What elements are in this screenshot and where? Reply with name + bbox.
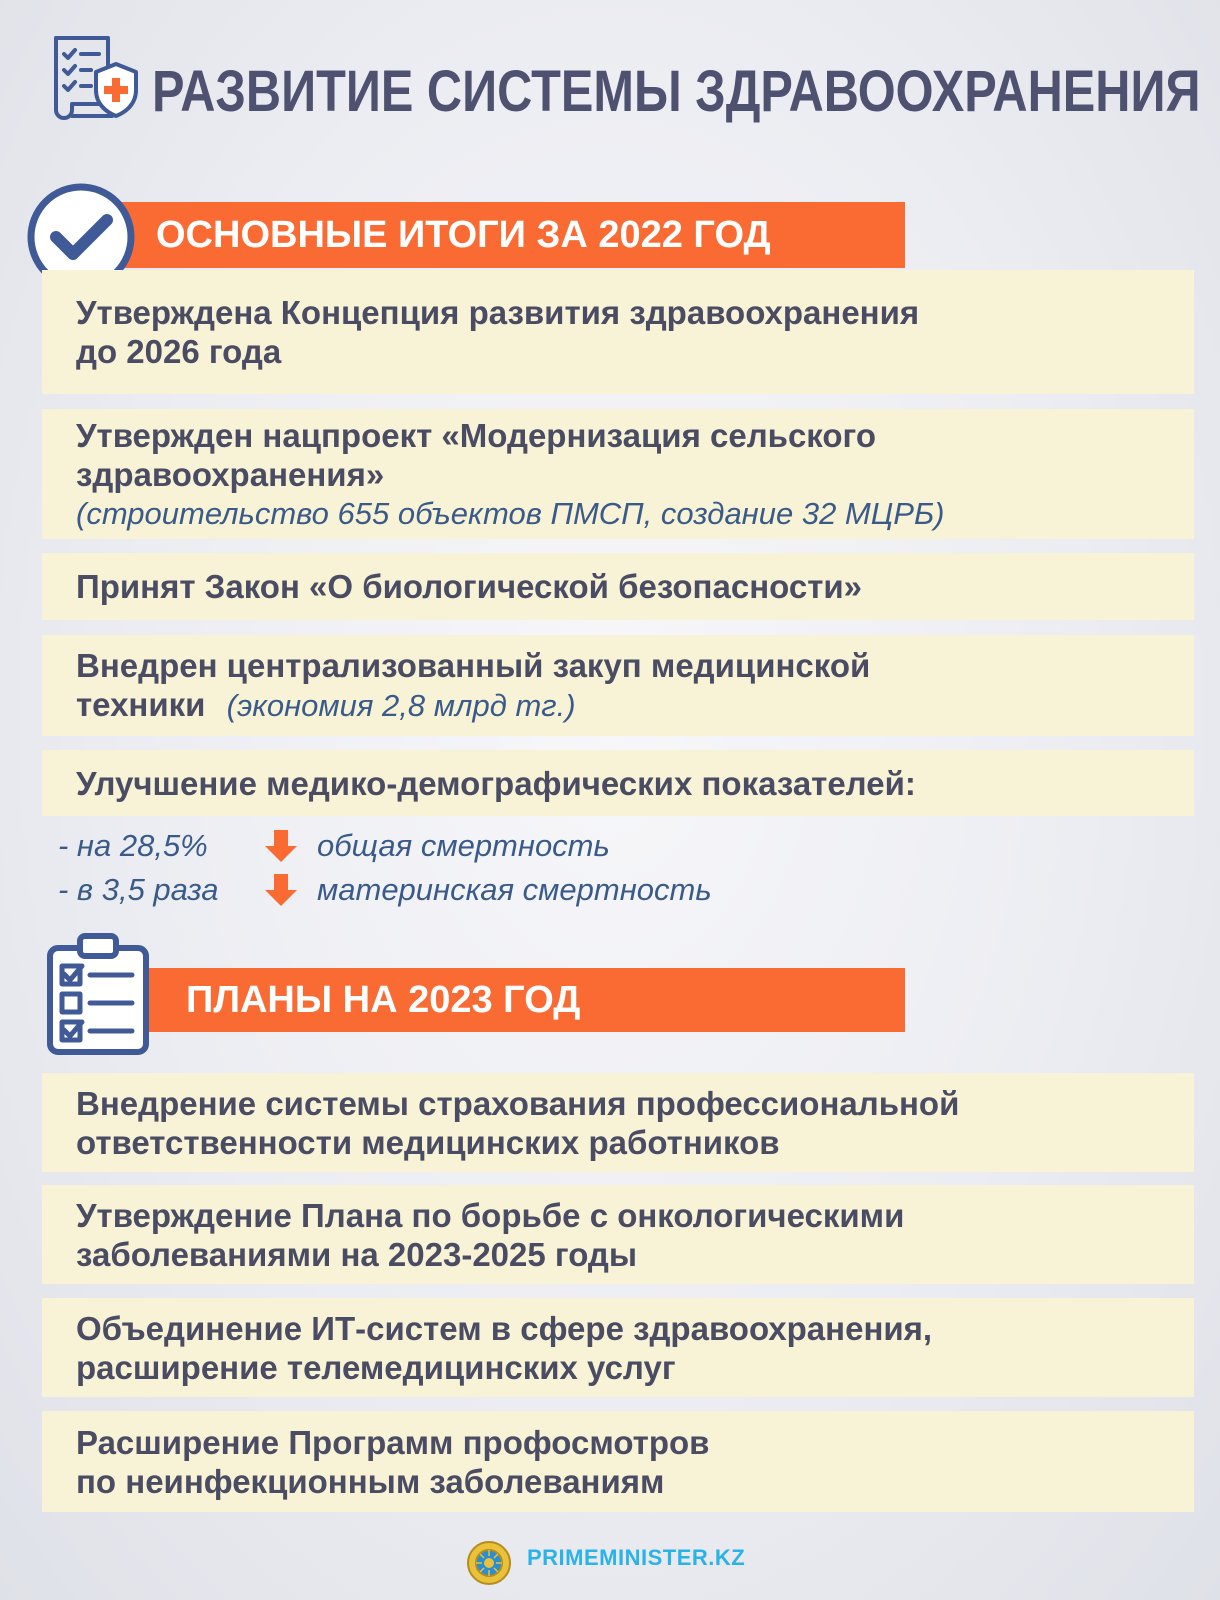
card-text: расширение телемедицинских услуг xyxy=(76,1348,676,1386)
plan-card xyxy=(42,1073,1194,1172)
card-text: ответственности медицинских работников xyxy=(76,1123,780,1161)
page-title: РАЗВИТИЕ СИСТЕМЫ ЗДРАВООХРАНЕНИЯ xyxy=(152,59,1201,124)
card-text: Принят Закон «О биологической безопасности» xyxy=(76,568,863,605)
indicator-label: материнская смертность xyxy=(317,872,712,907)
card-note: (строительство 655 объектов ПМСП, создание 32 МЦРБ) xyxy=(76,495,945,531)
card-text: Объединение ИТ-систем в сфере здравоохранения, xyxy=(76,1309,933,1347)
card-text: Внедрение системы страхования профессиональной xyxy=(76,1084,960,1122)
arrow-down-icon xyxy=(263,872,299,908)
card-note: (экономия 2,8 млрд тг.) xyxy=(226,688,576,723)
section-heading: ОСНОВНЫЕ ИТОГИ ЗА 2022 ГОД xyxy=(156,213,771,256)
result-card xyxy=(42,553,1194,620)
card-text: по неинфекционным заболеваниям xyxy=(76,1462,665,1500)
result-card xyxy=(42,270,1194,394)
plan-card xyxy=(42,1411,1194,1512)
indicator-value: - в 3,5 раза xyxy=(58,872,219,907)
section-banner-plans-2023 xyxy=(140,968,905,1032)
card-text: Улучшение медико-демографических показателей: xyxy=(76,764,916,802)
kazakhstan-emblem-icon xyxy=(466,1540,512,1586)
plan-card xyxy=(42,1185,1194,1284)
card-text: до 2026 года xyxy=(76,333,282,370)
clipboard-checklist-icon xyxy=(46,930,154,1056)
card-text: техники xyxy=(76,686,206,723)
indicator-value: - на 28,5% xyxy=(58,828,208,863)
result-card xyxy=(42,409,1194,539)
card-text: Утверждение Плана по борьбе с онкологическими xyxy=(76,1196,905,1234)
result-card xyxy=(42,750,1194,816)
plan-card xyxy=(42,1298,1194,1397)
medical-document-shield-icon xyxy=(46,32,142,128)
indicator-row xyxy=(58,826,610,866)
arrow-down-icon xyxy=(263,828,299,864)
card-text: Внедрен централизованный закуп медицинской xyxy=(76,647,871,684)
card-text: здравоохранения» xyxy=(76,455,385,493)
section-heading: ПЛАНЫ НА 2023 ГОД xyxy=(186,978,581,1021)
card-text: Расширение Программ профосмотров xyxy=(76,1423,710,1461)
indicator-label: общая смертность xyxy=(317,828,610,863)
section-banner-results-2022 xyxy=(110,202,905,268)
indicator-row xyxy=(58,870,712,910)
card-text: Утвержден нацпроект «Модернизация сельского xyxy=(76,416,877,454)
card-text: Утверждена Концепция развития здравоохранения xyxy=(76,294,920,331)
card-text: заболеваниями на 2023-2025 годы xyxy=(76,1235,638,1273)
result-card xyxy=(42,635,1194,736)
footer-website-link[interactable]: PRIMEMINISTER.KZ xyxy=(527,1545,746,1570)
